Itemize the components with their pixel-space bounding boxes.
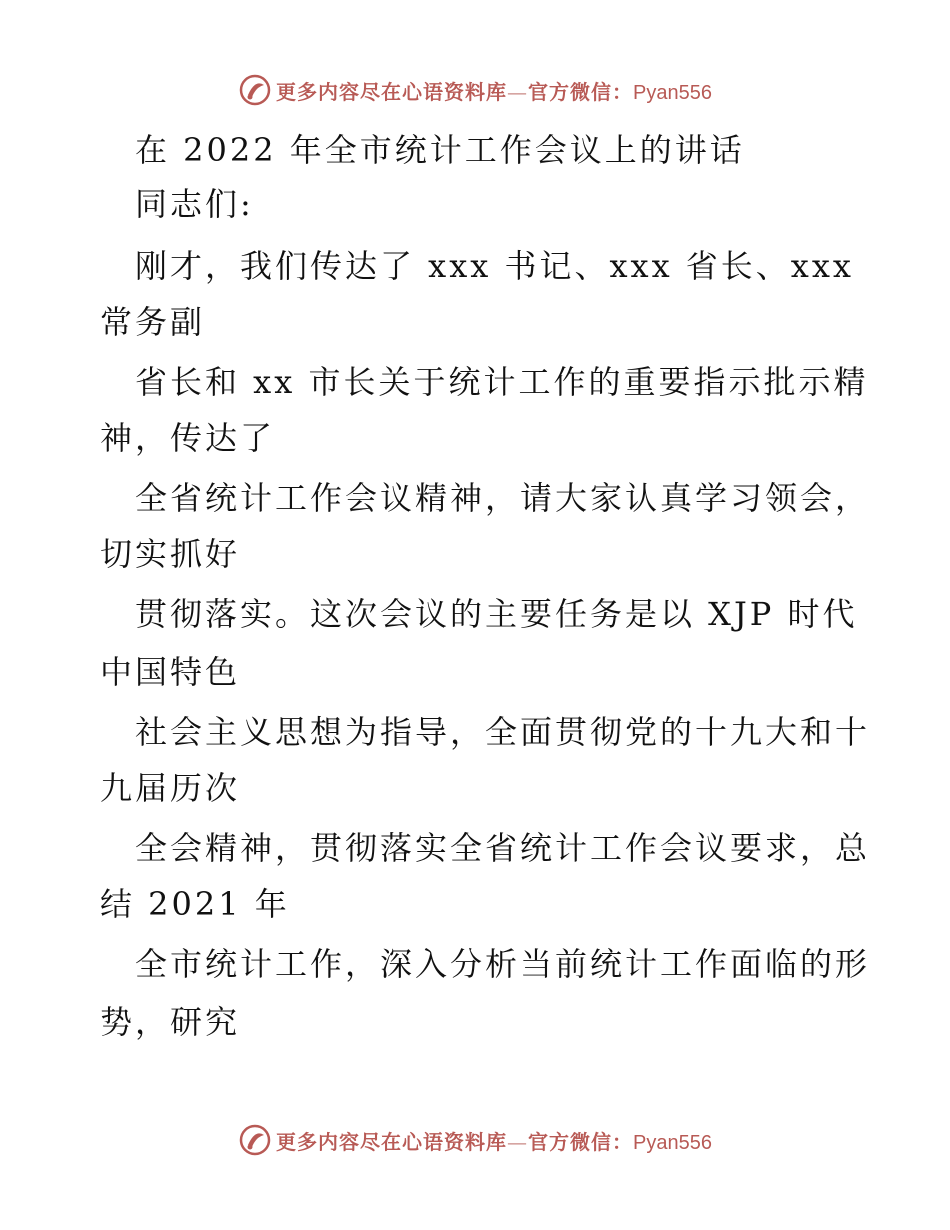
watermark-wechat-id: Pyan556 — [633, 1131, 712, 1154]
paragraph-line: 神，传达了 — [100, 419, 276, 457]
watermark-separator: — — [507, 1129, 529, 1154]
paragraph-line: 全会精神，贯彻落实全省统计工作会议要求，总 — [135, 829, 871, 867]
logo-icon — [238, 73, 272, 107]
watermark-footer — [0, 1120, 950, 1160]
document-title: 在 2022 年全市统计工作会议上的讲话 — [135, 131, 745, 169]
salutation: 同志们: — [135, 185, 254, 223]
watermark-text — [276, 76, 712, 105]
watermark-wechat-id: Pyan556 — [633, 81, 712, 104]
paragraph-line: 贯彻落实。这次会议的主要任务是以 XJP 时代 — [135, 595, 858, 633]
watermark-site-text: 更多内容尽在心语资料库 — [276, 79, 508, 104]
paragraph-line: 全省统计工作会议精神，请大家认真学习领会， — [135, 479, 871, 517]
paragraph-line: 常务副 — [100, 303, 206, 341]
paragraph-line: 势，研究 — [100, 1003, 241, 1041]
watermark-separator: — — [507, 79, 529, 104]
paragraph-line: 结 2021 年 — [100, 885, 290, 923]
watermark-wechat-label: 官方微信： — [528, 79, 634, 104]
paragraph-line: 全市统计工作，深入分析当前统计工作面临的形 — [135, 945, 871, 983]
watermark-header — [0, 70, 950, 110]
paragraph-line: 省长和 xx 市长关于统计工作的重要指示批示精 — [135, 363, 869, 401]
paragraph-line: 九届历次 — [100, 769, 241, 807]
watermark-wechat-label: 官方微信： — [528, 1129, 634, 1154]
watermark-text — [276, 1126, 712, 1155]
paragraph-line: 切实抓好 — [100, 535, 241, 573]
paragraph-line: 社会主义思想为指导，全面贯彻党的十九大和十 — [135, 713, 871, 751]
paragraph-line: 中国特色 — [100, 653, 241, 691]
logo-icon — [238, 1123, 272, 1157]
watermark-site-text: 更多内容尽在心语资料库 — [276, 1129, 508, 1154]
paragraph-line: 刚才，我们传达了 xxx 书记、xxx 省长、xxx — [135, 247, 854, 285]
